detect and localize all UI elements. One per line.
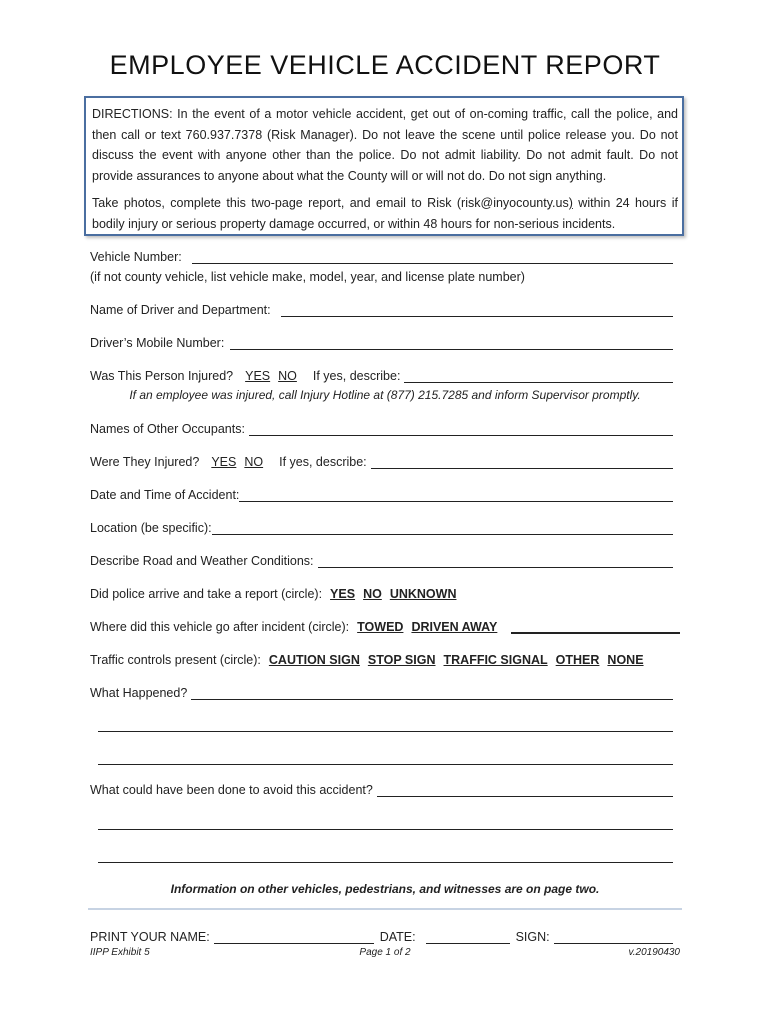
driver-dept-label: Name of Driver and Department: (90, 303, 271, 317)
avoid-field[interactable] (90, 783, 673, 797)
road-weather-line[interactable] (318, 555, 673, 568)
directions-box (84, 96, 684, 236)
directions-text: DIRECTIONS: In the event of a motor vehicle accident, get out of on-coming traffic, call the police, and then call or text 760.937.7378 (Risk Manager). Do not leave the scene until police release you. Do not discuss the event with anyone other than the police. Do not admit liability. Do not admit fault. Do not provide assurances to anyone about what the County will or will not do. Do not sign anything. (92, 107, 678, 183)
vehicle-number-field[interactable] (90, 250, 673, 264)
where-other-line[interactable] (511, 620, 680, 634)
date-time-label: Date and Time of Accident: (90, 488, 240, 502)
other-occupants-label: Names of Other Occupants: (90, 422, 245, 436)
vehicle-note-text: (if not county vehicle, list vehicle make, model, year, and license plate number) (90, 270, 525, 284)
traffic-controls-field[interactable] (90, 653, 673, 667)
injured-describe-label: If yes, describe: (312, 369, 401, 383)
page-number: Page 1 of 2 (359, 947, 411, 958)
version-label: v.20190430 (628, 947, 680, 958)
police-unknown-option[interactable]: UNKNOWN (389, 587, 457, 601)
were-injured-label: Were They Injured? (90, 455, 200, 469)
date-time-line[interactable] (239, 489, 673, 502)
what-happened-field[interactable] (90, 686, 673, 700)
what-happened-label: What Happened? (90, 686, 188, 700)
footer-divider (88, 908, 682, 910)
where-label: Where did this vehicle go after incident (circle): (90, 620, 350, 634)
directions-email-text (92, 193, 678, 234)
date-label: DATE: (379, 930, 416, 944)
exhibit-label: IIPP Exhibit 5 (90, 947, 150, 958)
driven-away-option[interactable]: DRIVEN AWAY (411, 620, 498, 634)
mobile-label: Driver’s Mobile Number: (90, 336, 225, 350)
stop-sign-option[interactable]: STOP SIGN (367, 653, 436, 667)
police-field[interactable] (90, 587, 673, 601)
mobile-line[interactable] (230, 337, 673, 350)
injury-hotline-note: If an employee was injured, call Injury Hotline at (877) 215.7285 and inform Supervisor promptly. (129, 388, 641, 402)
were-injured-no-option[interactable]: NO (244, 455, 264, 469)
mobile-field[interactable] (90, 336, 673, 350)
were-injured-describe-label: If yes, describe: (279, 455, 367, 469)
what-happened-line-2[interactable] (98, 731, 673, 732)
print-name-line[interactable] (214, 931, 374, 944)
date-time-field[interactable] (90, 488, 673, 502)
traffic-signal-option[interactable]: TRAFFIC SIGNAL (443, 653, 548, 667)
avoid-label: What could have been done to avoid this accident? (90, 783, 373, 797)
traffic-controls-label: Traffic controls present (circle): (90, 653, 261, 667)
road-weather-label: Describe Road and Weather Conditions: (90, 554, 314, 568)
what-happened-line[interactable] (191, 687, 673, 700)
location-line[interactable] (212, 522, 673, 535)
were-injured-field[interactable] (90, 455, 673, 469)
caution-sign-option[interactable]: CAUTION SIGN (268, 653, 360, 667)
were-injured-yes-option[interactable]: YES (211, 455, 237, 469)
page-two-note: Information on other vehicles, pedestrians, and witnesses are on page two. (170, 882, 600, 896)
email-instruction: Take photos, complete this two-page report, and email to Risk (risk@inyocounty.us (92, 196, 569, 210)
where-field[interactable] (90, 620, 680, 634)
vehicle-note (90, 270, 673, 284)
police-yes-option[interactable]: YES (330, 587, 356, 601)
police-label: Did police arrive and take a report (circle): (90, 587, 323, 601)
road-weather-field[interactable] (90, 554, 673, 568)
police-no-option[interactable]: NO (363, 587, 382, 601)
other-occupants-field[interactable] (90, 422, 673, 436)
location-label: Location (be specific): (90, 521, 212, 535)
email-link[interactable]: ) (568, 196, 573, 210)
signature-row[interactable] (90, 930, 673, 944)
other-option[interactable]: OTHER (555, 653, 600, 667)
injured-field[interactable] (90, 369, 673, 383)
driver-dept-line[interactable] (281, 304, 673, 317)
other-occupants-line[interactable] (249, 423, 673, 436)
location-field[interactable] (90, 521, 673, 535)
injured-no-option[interactable]: NO (278, 369, 297, 383)
towed-option[interactable]: TOWED (357, 620, 404, 634)
date-line[interactable] (426, 931, 510, 944)
injured-yes-option[interactable]: YES (245, 369, 271, 383)
sign-label: SIGN: (515, 930, 550, 944)
vehicle-number-line[interactable] (192, 251, 673, 264)
deadline-instruction: within 24 hours if bodily injury or serious property damage occurred, or within 48 hours for non-serious incidents. (92, 196, 678, 231)
were-injured-describe-line[interactable] (371, 456, 673, 469)
avoid-line-3[interactable] (98, 862, 673, 863)
page-title: EMPLOYEE VEHICLE ACCIDENT REPORT (109, 50, 661, 80)
avoid-line-2[interactable] (98, 829, 673, 830)
driver-dept-field[interactable] (90, 303, 673, 317)
avoid-line[interactable] (377, 784, 673, 797)
vehicle-number-label: Vehicle Number: (90, 250, 182, 264)
none-option[interactable]: NONE (607, 653, 644, 667)
print-name-label: PRINT YOUR NAME: (90, 930, 210, 944)
what-happened-line-3[interactable] (98, 764, 673, 765)
sign-line[interactable] (554, 931, 673, 944)
injured-label: Was This Person Injured? (90, 369, 234, 383)
injured-describe-line[interactable] (404, 370, 673, 383)
